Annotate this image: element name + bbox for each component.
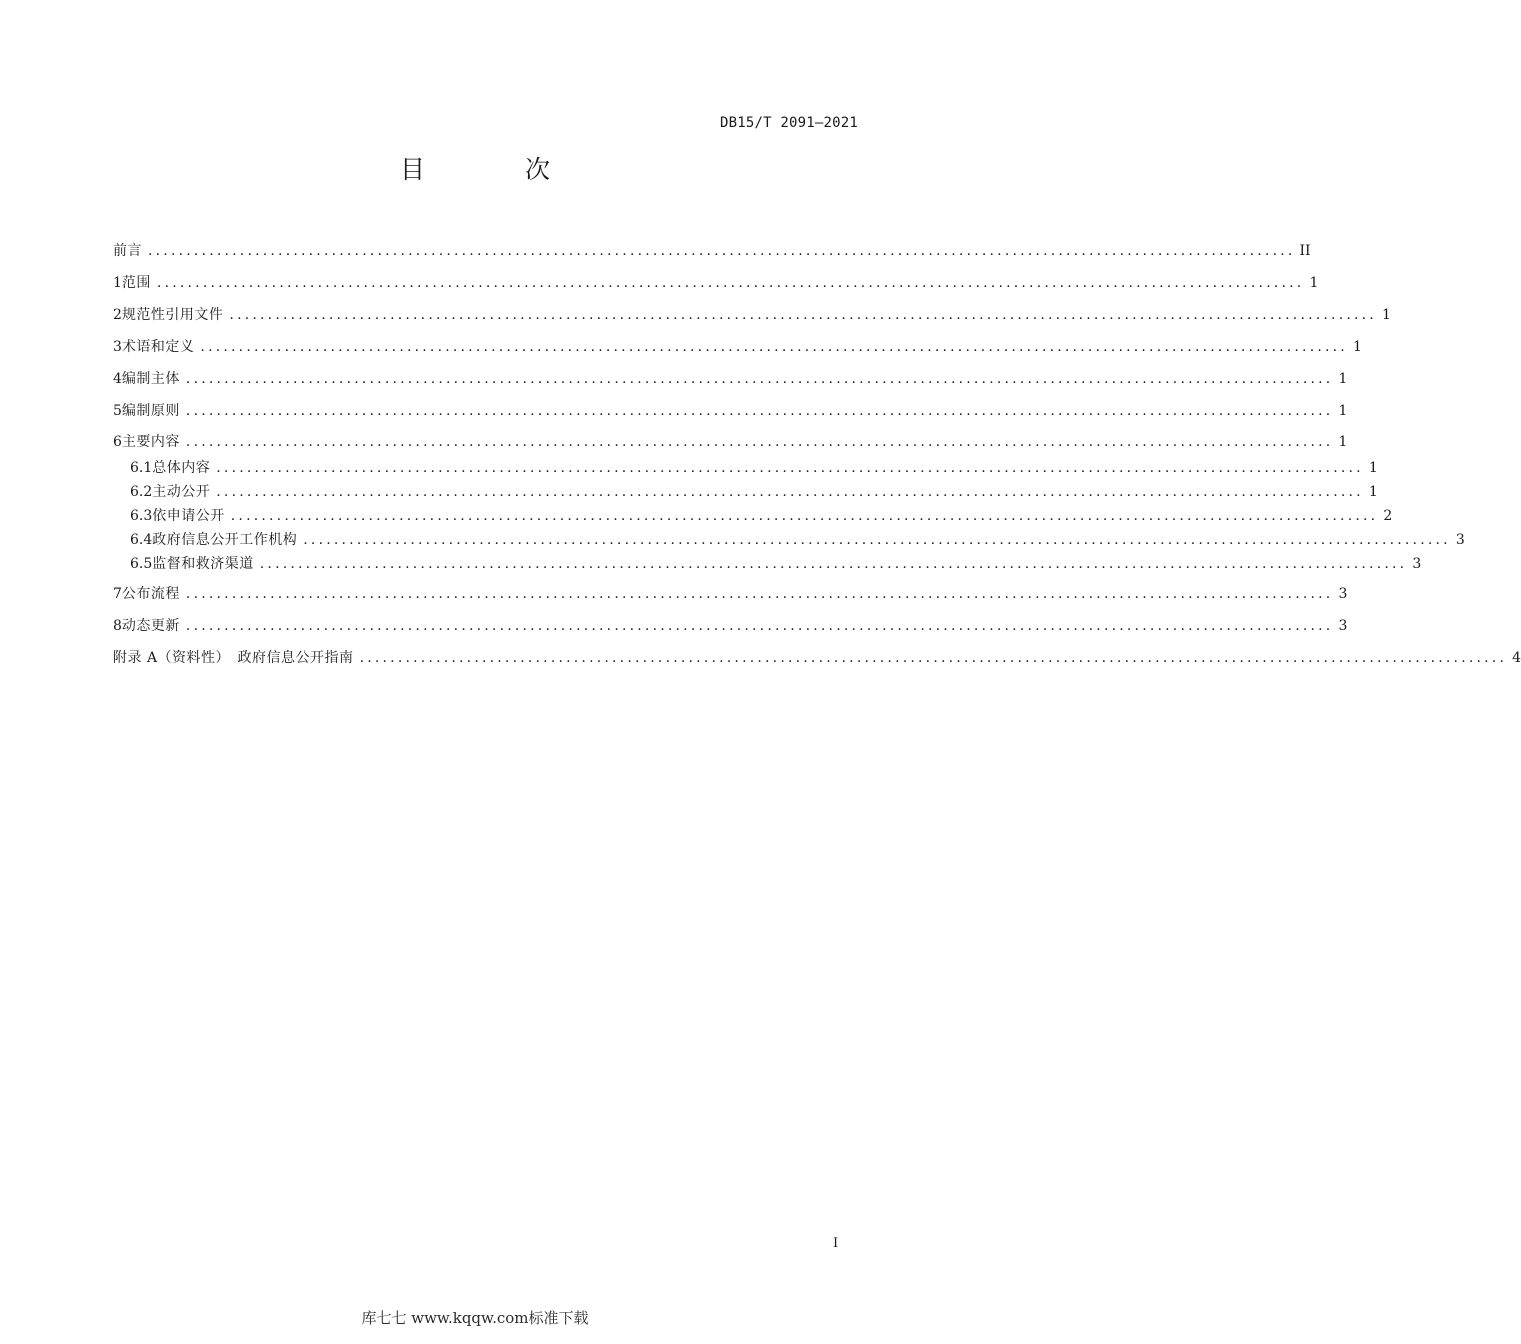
toc-entry-6[interactable] xyxy=(113,431,1348,453)
toc-page: 4 xyxy=(1512,650,1521,666)
toc-label: 监督和救济渠道 xyxy=(152,556,254,572)
toc-label: 依申请公开 xyxy=(152,508,225,524)
toc-entry-1[interactable] xyxy=(113,272,1319,294)
toc-number: 2 xyxy=(113,307,122,323)
toc-entry-6-3[interactable] xyxy=(130,505,1393,527)
toc-number: 6.3 xyxy=(130,508,153,524)
toc-entry-6-1[interactable] xyxy=(130,457,1378,479)
toc-entry-6-4[interactable] xyxy=(130,529,1465,551)
toc-label: 范围 xyxy=(121,275,151,291)
toc-page: 1 xyxy=(1338,434,1348,450)
toc-leader: ...................................................................................................................................................... xyxy=(216,484,1364,500)
toc-leader: ...................................................................................................................................................... xyxy=(185,403,1334,419)
doc-code: DB15/T 2091—2021 xyxy=(719,115,858,131)
toc-number: 7 xyxy=(113,586,122,602)
toc-number: 6.2 xyxy=(130,484,153,500)
toc-entry-appendix-a[interactable] xyxy=(113,647,1521,669)
toc-entry-2[interactable] xyxy=(113,304,1391,326)
toc-leader: ...................................................................................................................................................... xyxy=(230,508,1379,524)
toc-entry-5[interactable] xyxy=(113,400,1348,422)
toc-number: 6.1 xyxy=(130,460,153,476)
toc-label: 编制原则 xyxy=(121,403,180,419)
toc-entry-4[interactable] xyxy=(113,368,1348,390)
toc-page: 2 xyxy=(1383,508,1393,524)
toc-entry-6-5[interactable] xyxy=(130,553,1422,575)
toc-leader: ...................................................................................................................................................... xyxy=(185,371,1334,387)
toc-leader: ...................................................................................................................................................... xyxy=(216,460,1364,476)
toc-page: 1 xyxy=(1368,460,1378,476)
toc-leader: ...................................................................................................................................................... xyxy=(156,275,1305,291)
toc-leader: ...................................................................................................................................................... xyxy=(229,307,1377,323)
toc-number: 8 xyxy=(113,618,122,634)
toc-page: 3 xyxy=(1338,586,1348,602)
toc-page: 1 xyxy=(1382,307,1391,323)
toc-label: 公布流程 xyxy=(121,586,180,602)
toc-number: 6 xyxy=(113,434,122,450)
toc-label: 术语和定义 xyxy=(121,339,195,355)
page-number: I xyxy=(833,1236,839,1251)
toc-number: 3 xyxy=(113,339,122,355)
toc-page: 3 xyxy=(1338,618,1348,634)
toc-page: 1 xyxy=(1338,403,1348,419)
toc-leader: ...................................................................................................................................................... xyxy=(185,586,1334,602)
toc-label: 政府信息公开工作机构 xyxy=(152,532,298,548)
toc-label: 总体内容 xyxy=(152,460,211,476)
toc-page: 1 xyxy=(1309,275,1319,291)
toc-leader: ...................................................................................................................................................... xyxy=(303,532,1451,548)
toc-page: 3 xyxy=(1412,556,1422,572)
toc-entry-foreword[interactable] xyxy=(113,240,1311,262)
toc-number: 1 xyxy=(113,275,122,291)
toc-entry-8[interactable] xyxy=(113,615,1348,637)
toc-label: 编制主体 xyxy=(121,371,180,387)
toc-leader: ...................................................................................................................................................... xyxy=(359,650,1508,666)
toc-leader: ...................................................................................................................................................... xyxy=(185,434,1334,450)
toc-label: 主动公开 xyxy=(152,484,211,500)
toc-leader: ...................................................................................................................................................... xyxy=(259,556,1408,572)
page-title: 目 次 xyxy=(400,155,596,184)
toc-label: 附录 A（资料性） 政府信息公开指南 xyxy=(113,650,354,666)
toc-page: 1 xyxy=(1338,371,1348,387)
toc-leader: ...................................................................................................................................................... xyxy=(148,243,1296,259)
toc-number: 6.5 xyxy=(130,556,153,572)
toc-page: 3 xyxy=(1455,532,1465,548)
toc-label: 动态更新 xyxy=(121,618,180,634)
toc-page: 1 xyxy=(1368,484,1378,500)
toc-entry-7[interactable] xyxy=(113,583,1348,605)
toc-page: 1 xyxy=(1353,339,1362,355)
toc-number: 4 xyxy=(113,371,122,387)
toc-number: 5 xyxy=(113,403,122,419)
toc-entry-6-2[interactable] xyxy=(130,481,1378,503)
toc-number: 6.4 xyxy=(130,532,153,548)
toc-label: 主要内容 xyxy=(121,434,180,450)
toc-leader: ...................................................................................................................................................... xyxy=(200,339,1348,355)
toc-label: 前言 xyxy=(113,243,142,259)
toc-label: 规范性引用文件 xyxy=(121,307,224,323)
watermark: 库七七 www.kqqw.com标准下载 xyxy=(361,1309,589,1327)
toc-entry-3[interactable] xyxy=(113,336,1362,358)
toc-page: II xyxy=(1299,243,1311,259)
toc-leader: ...................................................................................................................................................... xyxy=(185,618,1334,634)
